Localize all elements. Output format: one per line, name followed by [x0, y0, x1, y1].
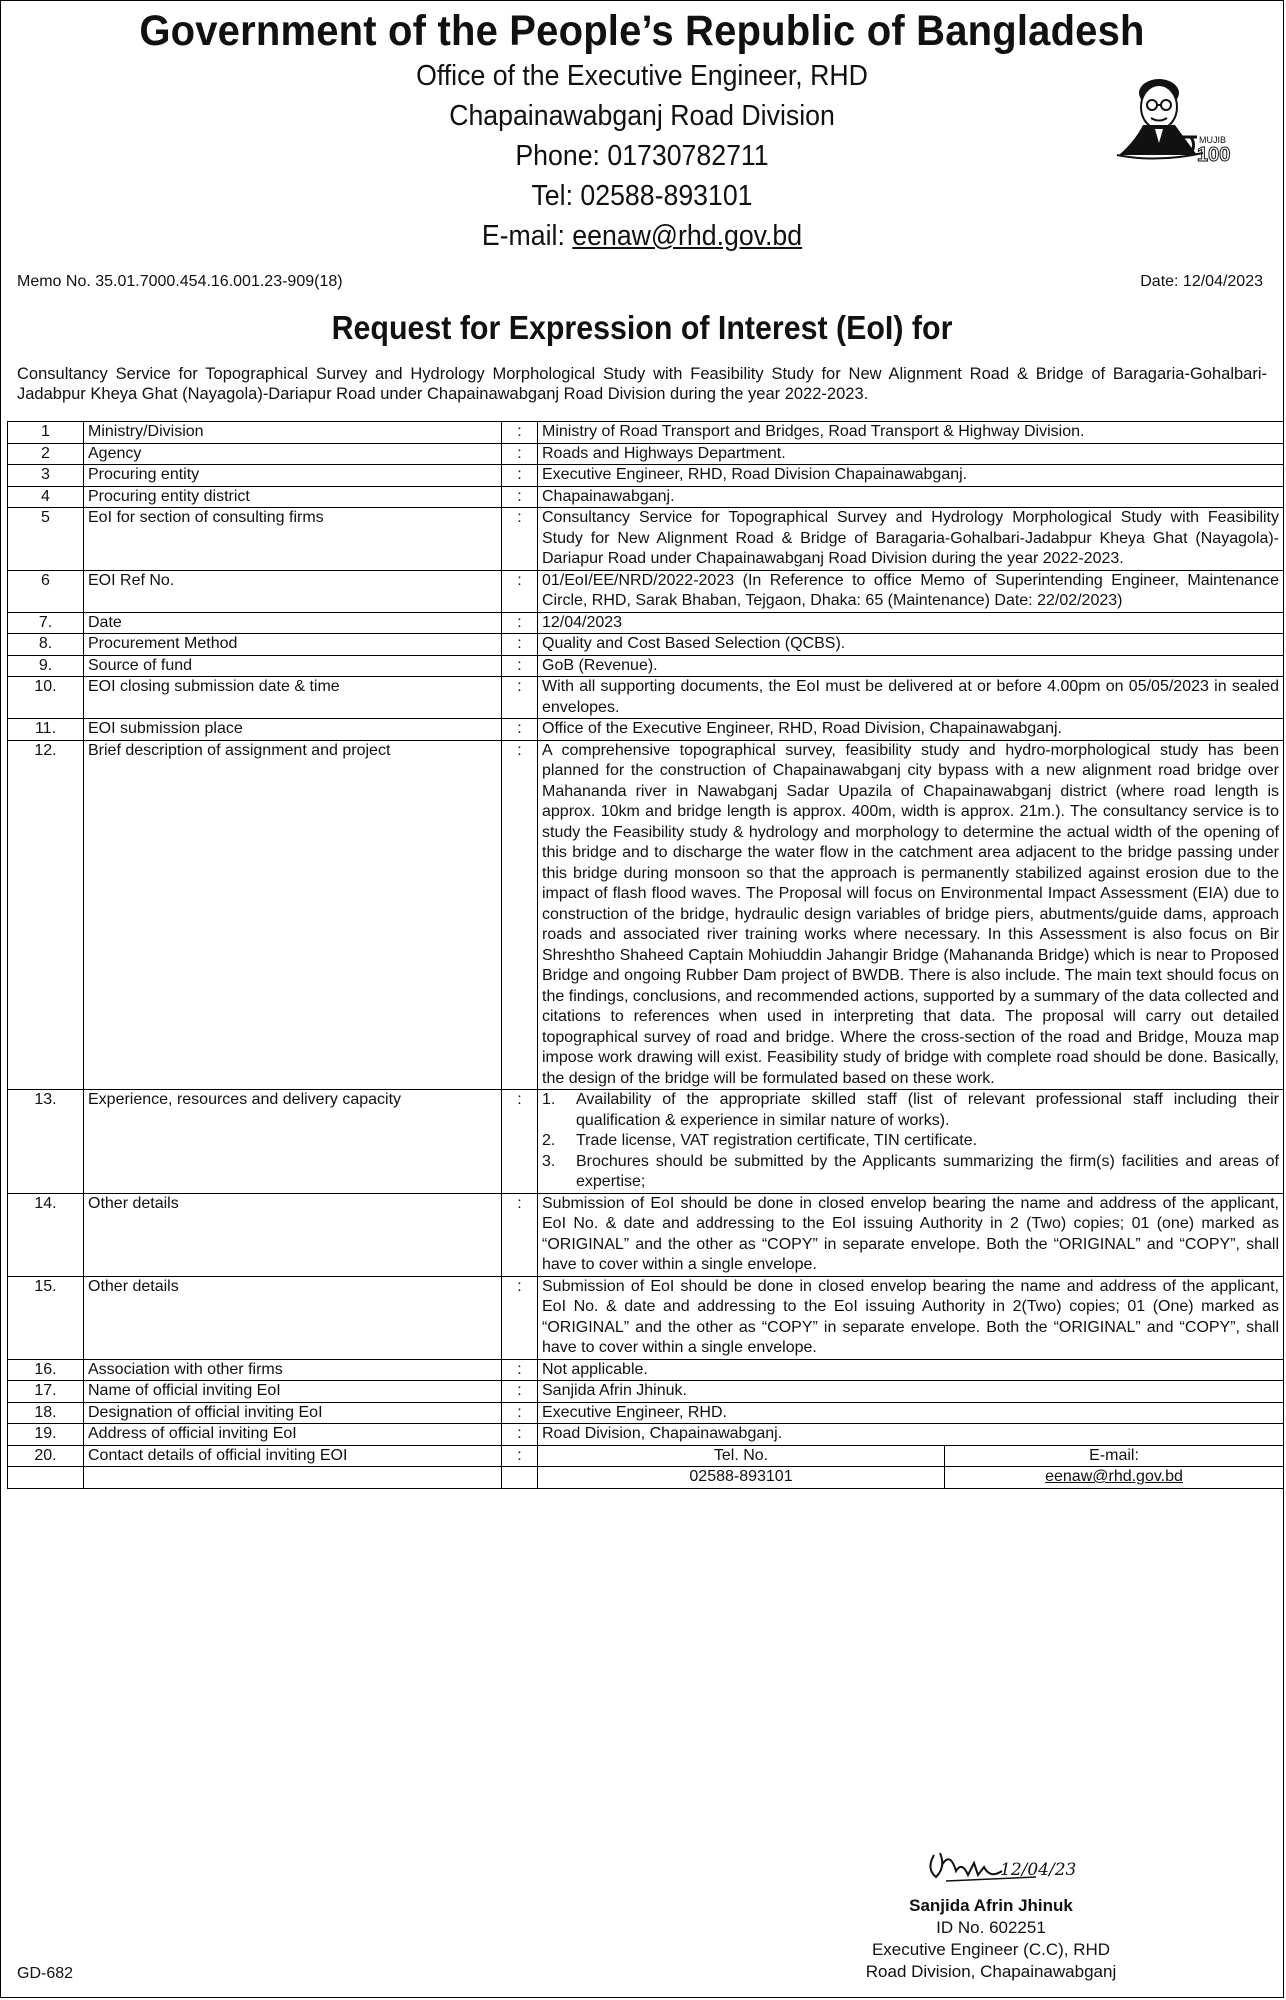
table-row	[8, 677, 1284, 719]
memo-date: Date: 12/04/2023	[1140, 273, 1263, 290]
notice-intro: Consultancy Service for Topographical Survey and Hydrology Morphological Study with Feasibility Study for New Alignment Road & Bridge of Baragaria-Gohalbari-Jadabpur Kheya Ghat (Nayagola)-Dariapur Road under Chapainawabganj Road Division during the year 2022-2023.	[17, 365, 1267, 403]
row-value: Executive Engineer, RHD.	[538, 1402, 1284, 1424]
table-row	[8, 508, 1284, 571]
row-separator: :	[502, 634, 538, 656]
row-separator: :	[502, 1381, 538, 1403]
row-number: 13.	[8, 1090, 84, 1194]
empty-cell	[8, 1467, 84, 1489]
row-number: 2	[8, 443, 84, 465]
table-row	[8, 612, 1284, 634]
row-separator: :	[502, 1090, 538, 1194]
table-row	[8, 422, 1284, 444]
row-number: 14.	[8, 1193, 84, 1276]
list-item-number: 1.	[542, 1091, 556, 1108]
row-value: Office of the Executive Engineer, RHD, Road Division, Chapainawabganj.	[538, 719, 1284, 741]
row-label: Name of official inviting EoI	[84, 1381, 502, 1403]
signatory-designation: Executive Engineer (C.C), RHD	[871, 1940, 1111, 1959]
list-item-text: Brochures should be submitted by the Applicants summarizing the firm(s) facilities and areas of expertise;	[576, 1152, 1279, 1190]
row-number: 12.	[8, 740, 84, 1090]
list-item-text: Trade license, VAT registration certificate, TIN certificate.	[576, 1132, 978, 1149]
table-row	[8, 1359, 1284, 1381]
table-row	[8, 1424, 1284, 1446]
row-value: Consultancy Service for Topographical Survey and Hydrology Morphological Study with Feasibility Study for New Alignment Road & Bridge of Baragaria-Gohalbari-Jadabpur Kheya Ghat (Nayagola)-Dariapur Road under Chapainawabganj Road Division during the year 2022-2023.	[538, 508, 1284, 571]
row-label: Procuring entity district	[84, 486, 502, 508]
row-separator: :	[502, 655, 538, 677]
row-separator: :	[502, 612, 538, 634]
signatory-office: Road Division, Chapainawabganj	[865, 1962, 1117, 1981]
list-item-text: Availability of the appropriate skilled staff (list of relevant professional staff including their qualification & experience in similar nature of works).	[576, 1091, 1279, 1129]
row-value: Chapainawabganj.	[538, 486, 1284, 508]
row-separator: :	[502, 1402, 538, 1424]
row-label: Experience, resources and delivery capacity	[84, 1090, 502, 1194]
row-number: 16.	[8, 1359, 84, 1381]
phone-line: Phone: 01730782711	[515, 140, 769, 172]
row-value: Sanjida Afrin Jhinuk.	[538, 1381, 1284, 1403]
row-number: 10.	[8, 677, 84, 719]
svg-text:100: 100	[1197, 144, 1231, 166]
gd-code: GD-682	[17, 1965, 74, 1982]
row-label: EOI closing submission date & time	[84, 677, 502, 719]
row-label: Association with other firms	[84, 1359, 502, 1381]
list-item	[542, 1152, 1279, 1193]
row-separator: :	[502, 570, 538, 612]
row-value: 12/04/2023	[538, 612, 1284, 634]
email-line	[52, 216, 1231, 256]
row-label: Contact details of official inviting EOI	[84, 1445, 502, 1467]
email-link[interactable]: eenaw@rhd.gov.bd	[572, 220, 803, 252]
table-row	[8, 1381, 1284, 1403]
table-row	[8, 570, 1284, 612]
row-label: Ministry/Division	[84, 422, 502, 444]
list-item	[542, 1090, 1279, 1131]
table-row	[8, 1193, 1284, 1276]
eoi-details-table	[7, 421, 1284, 1489]
row-number: 3	[8, 465, 84, 487]
row-separator: :	[502, 508, 538, 571]
row-number: 1	[8, 422, 84, 444]
table-row	[8, 1276, 1284, 1359]
row-number: 18.	[8, 1402, 84, 1424]
signature-block	[791, 1841, 1191, 1983]
table-row	[8, 719, 1284, 741]
row-label: Other details	[84, 1276, 502, 1359]
row-label: Procuring entity	[84, 465, 502, 487]
empty-cell	[84, 1467, 502, 1489]
row-number: 5	[8, 508, 84, 571]
table-row	[8, 486, 1284, 508]
row-number: 9.	[8, 655, 84, 677]
row-number: 7.	[8, 612, 84, 634]
row-label: Designation of official inviting EoI	[84, 1402, 502, 1424]
government-title: Government of the People’s Republic of Bangladesh	[139, 7, 1145, 55]
signature-scribble	[916, 1841, 1077, 1893]
row-value: Roads and Highways Department.	[538, 443, 1284, 465]
memo-row	[17, 273, 1263, 291]
empty-cell	[502, 1467, 538, 1489]
row-label: Agency	[84, 443, 502, 465]
list-item-number: 3.	[542, 1152, 556, 1170]
row-number: 4	[8, 486, 84, 508]
row-value: 01/EoI/EE/NRD/2022-2023 (In Reference to office Memo of Superintending Engineer, Maintenance Circle, RHD, Sarak Bhaban, Tejgaon, Dhaka: 65 (Maintenance) Date: 22/02/2023)	[538, 570, 1284, 612]
row-value: Not applicable.	[538, 1359, 1284, 1381]
signature-date: 12/04/23	[1000, 1860, 1077, 1880]
signatory-name: Sanjida Afrin Jhinuk	[909, 1896, 1073, 1915]
row-label: Brief description of assignment and project	[84, 740, 502, 1090]
row-label: Other details	[84, 1193, 502, 1276]
contact-tel: 02588-893101	[538, 1467, 945, 1489]
row-label: Source of fund	[84, 655, 502, 677]
contact-value-row	[8, 1467, 1284, 1489]
mujib-100-logo	[1097, 63, 1233, 175]
row-label: EoI for section of consulting firms	[84, 508, 502, 571]
contact-email[interactable]	[945, 1467, 1284, 1489]
row-separator: :	[502, 422, 538, 444]
row-label: Procurement Method	[84, 634, 502, 656]
tel-header: Tel. No.	[538, 1445, 945, 1467]
contact-email-link[interactable]: eenaw@rhd.gov.bd	[1045, 1468, 1183, 1485]
office-name: Office of the Executive Engineer, RHD	[416, 60, 868, 92]
row-separator: :	[502, 1276, 538, 1359]
row-separator: :	[502, 677, 538, 719]
row-separator: :	[502, 719, 538, 741]
row-value: Executive Engineer, RHD, Road Division Chapainawabganj.	[538, 465, 1284, 487]
row-label: Address of official inviting EoI	[84, 1424, 502, 1446]
notice-title: Request for Expression of Interest (EoI) for	[331, 309, 953, 346]
table-row	[8, 740, 1284, 1090]
row-separator: :	[502, 1424, 538, 1446]
table-row	[8, 465, 1284, 487]
email-label: E-mail:	[481, 220, 573, 252]
table-row	[8, 634, 1284, 656]
email-header: E-mail:	[945, 1445, 1284, 1467]
row-separator: :	[502, 465, 538, 487]
eoi-table-body	[8, 422, 1284, 1489]
row-number: 20.	[8, 1445, 84, 1467]
table-row	[8, 443, 1284, 465]
row-separator: :	[502, 1359, 538, 1381]
row-separator: :	[502, 443, 538, 465]
row-number: 6	[8, 570, 84, 612]
memo-number: Memo No. 35.01.7000.454.16.001.23-909(18)	[17, 273, 343, 290]
list-item-number: 2.	[542, 1132, 556, 1149]
row-number: 11.	[8, 719, 84, 741]
table-row	[8, 1402, 1284, 1424]
row-value: Road Division, Chapainawabganj.	[538, 1424, 1284, 1446]
division-name: Chapainawabganj Road Division	[449, 100, 835, 132]
row-separator: :	[502, 486, 538, 508]
tel-line: Tel: 02588-893101	[531, 180, 753, 212]
row-value	[538, 1090, 1284, 1194]
row-label: EOI submission place	[84, 719, 502, 741]
row-label: Date	[84, 612, 502, 634]
row-value: Submission of EoI should be done in closed envelop bearing the name and address of the applicant, EoI No. & date and addressing to the EoI issuing Authority in 2(Two) copies; 01 (One) marked as “ORIGINAL” and the other as “COPY” in separate envelope. Both the “ORIGINAL” and “COPY”, shall have to cover within a single envelope.	[538, 1276, 1284, 1359]
table-row	[8, 655, 1284, 677]
row-number: 19.	[8, 1424, 84, 1446]
row-value: Quality and Cost Based Selection (QCBS).	[538, 634, 1284, 656]
signatory-id: ID No. 602251	[936, 1918, 1046, 1937]
row-value: GoB (Revenue).	[538, 655, 1284, 677]
table-row	[8, 1090, 1284, 1194]
row-value: Submission of EoI should be done in closed envelop bearing the name and address of the applicant, EoI No. & date and addressing to the EoI issuing Authority in 2 (Two) copies; 01 (one) marked as “ORIGINAL” and the other as “COPY” in separate envelope. Both the “ORIGINAL” and “COPY”, shall have to cover within a single envelope.	[538, 1193, 1284, 1276]
row-separator: :	[502, 1193, 538, 1276]
row-separator: :	[502, 1445, 538, 1467]
row-number: 15.	[8, 1276, 84, 1359]
list-item	[542, 1131, 1279, 1152]
row-value: Ministry of Road Transport and Bridges, Road Transport & Highway Division.	[538, 422, 1284, 444]
row-number: 17.	[8, 1381, 84, 1403]
requirement-list	[542, 1090, 1279, 1193]
row-value: A comprehensive topographical survey, feasibility study and hydro-morphological study has been planned for the construction of Chapainawabganj city bypass with a new alignment road bridge over Mahananda river in Nawabganj Sadar Upazila of Chapainawabganj district (where road length is approx. 10km and bridge length is approx. 400m, width is approx. 21m.). The consultancy service is to study the Feasibility study & hydrology and morphology to determine the actual width of the opening of this bridge and to discharge the water flow in the catchment area adjacent to the bridge passing under this bridge during monsoon so that the approach is permanently stabilized against erosion due to the impact of flash flood waves. The Proposal will focus on Environmental Impact Assessment (EIA) due to construction of the bridge, hydraulic design variables of bridge piers, abutments/guide dams, approach roads and associated river training works where necessary. In this Assessment is also focus on Bir Shreshtho Shaheed Captain Mohiuddin Jahangir Bridge (Mahananda Bridge) which is near to Proposed Bridge and ongoing Rubber Dam project of BWDB. There is also include. The main text should focus on the findings, conclusions, and recommended actions, supported by a summary of the data collected and citations to references when used in interpreting that data. The proposal will carry out detailed topographical survey of road and bridge. Where the cross-section of the road and Bridge, Mouza map impose work drawing will exist. Feasibility study of bridge with complete road should be done. Basically, the design of the bridge will be formulated based on these work.	[538, 740, 1284, 1090]
contact-header-row	[8, 1445, 1284, 1467]
row-number: 8.	[8, 634, 84, 656]
letterhead	[1, 7, 1283, 256]
row-value: With all supporting documents, the EoI must be delivered at or before 4.00pm on 05/05/2023 in sealed envelopes.	[538, 677, 1284, 719]
row-label: EOI Ref No.	[84, 570, 502, 612]
svg-text:MUJIB: MUJIB	[1199, 135, 1226, 145]
row-separator: :	[502, 740, 538, 1090]
